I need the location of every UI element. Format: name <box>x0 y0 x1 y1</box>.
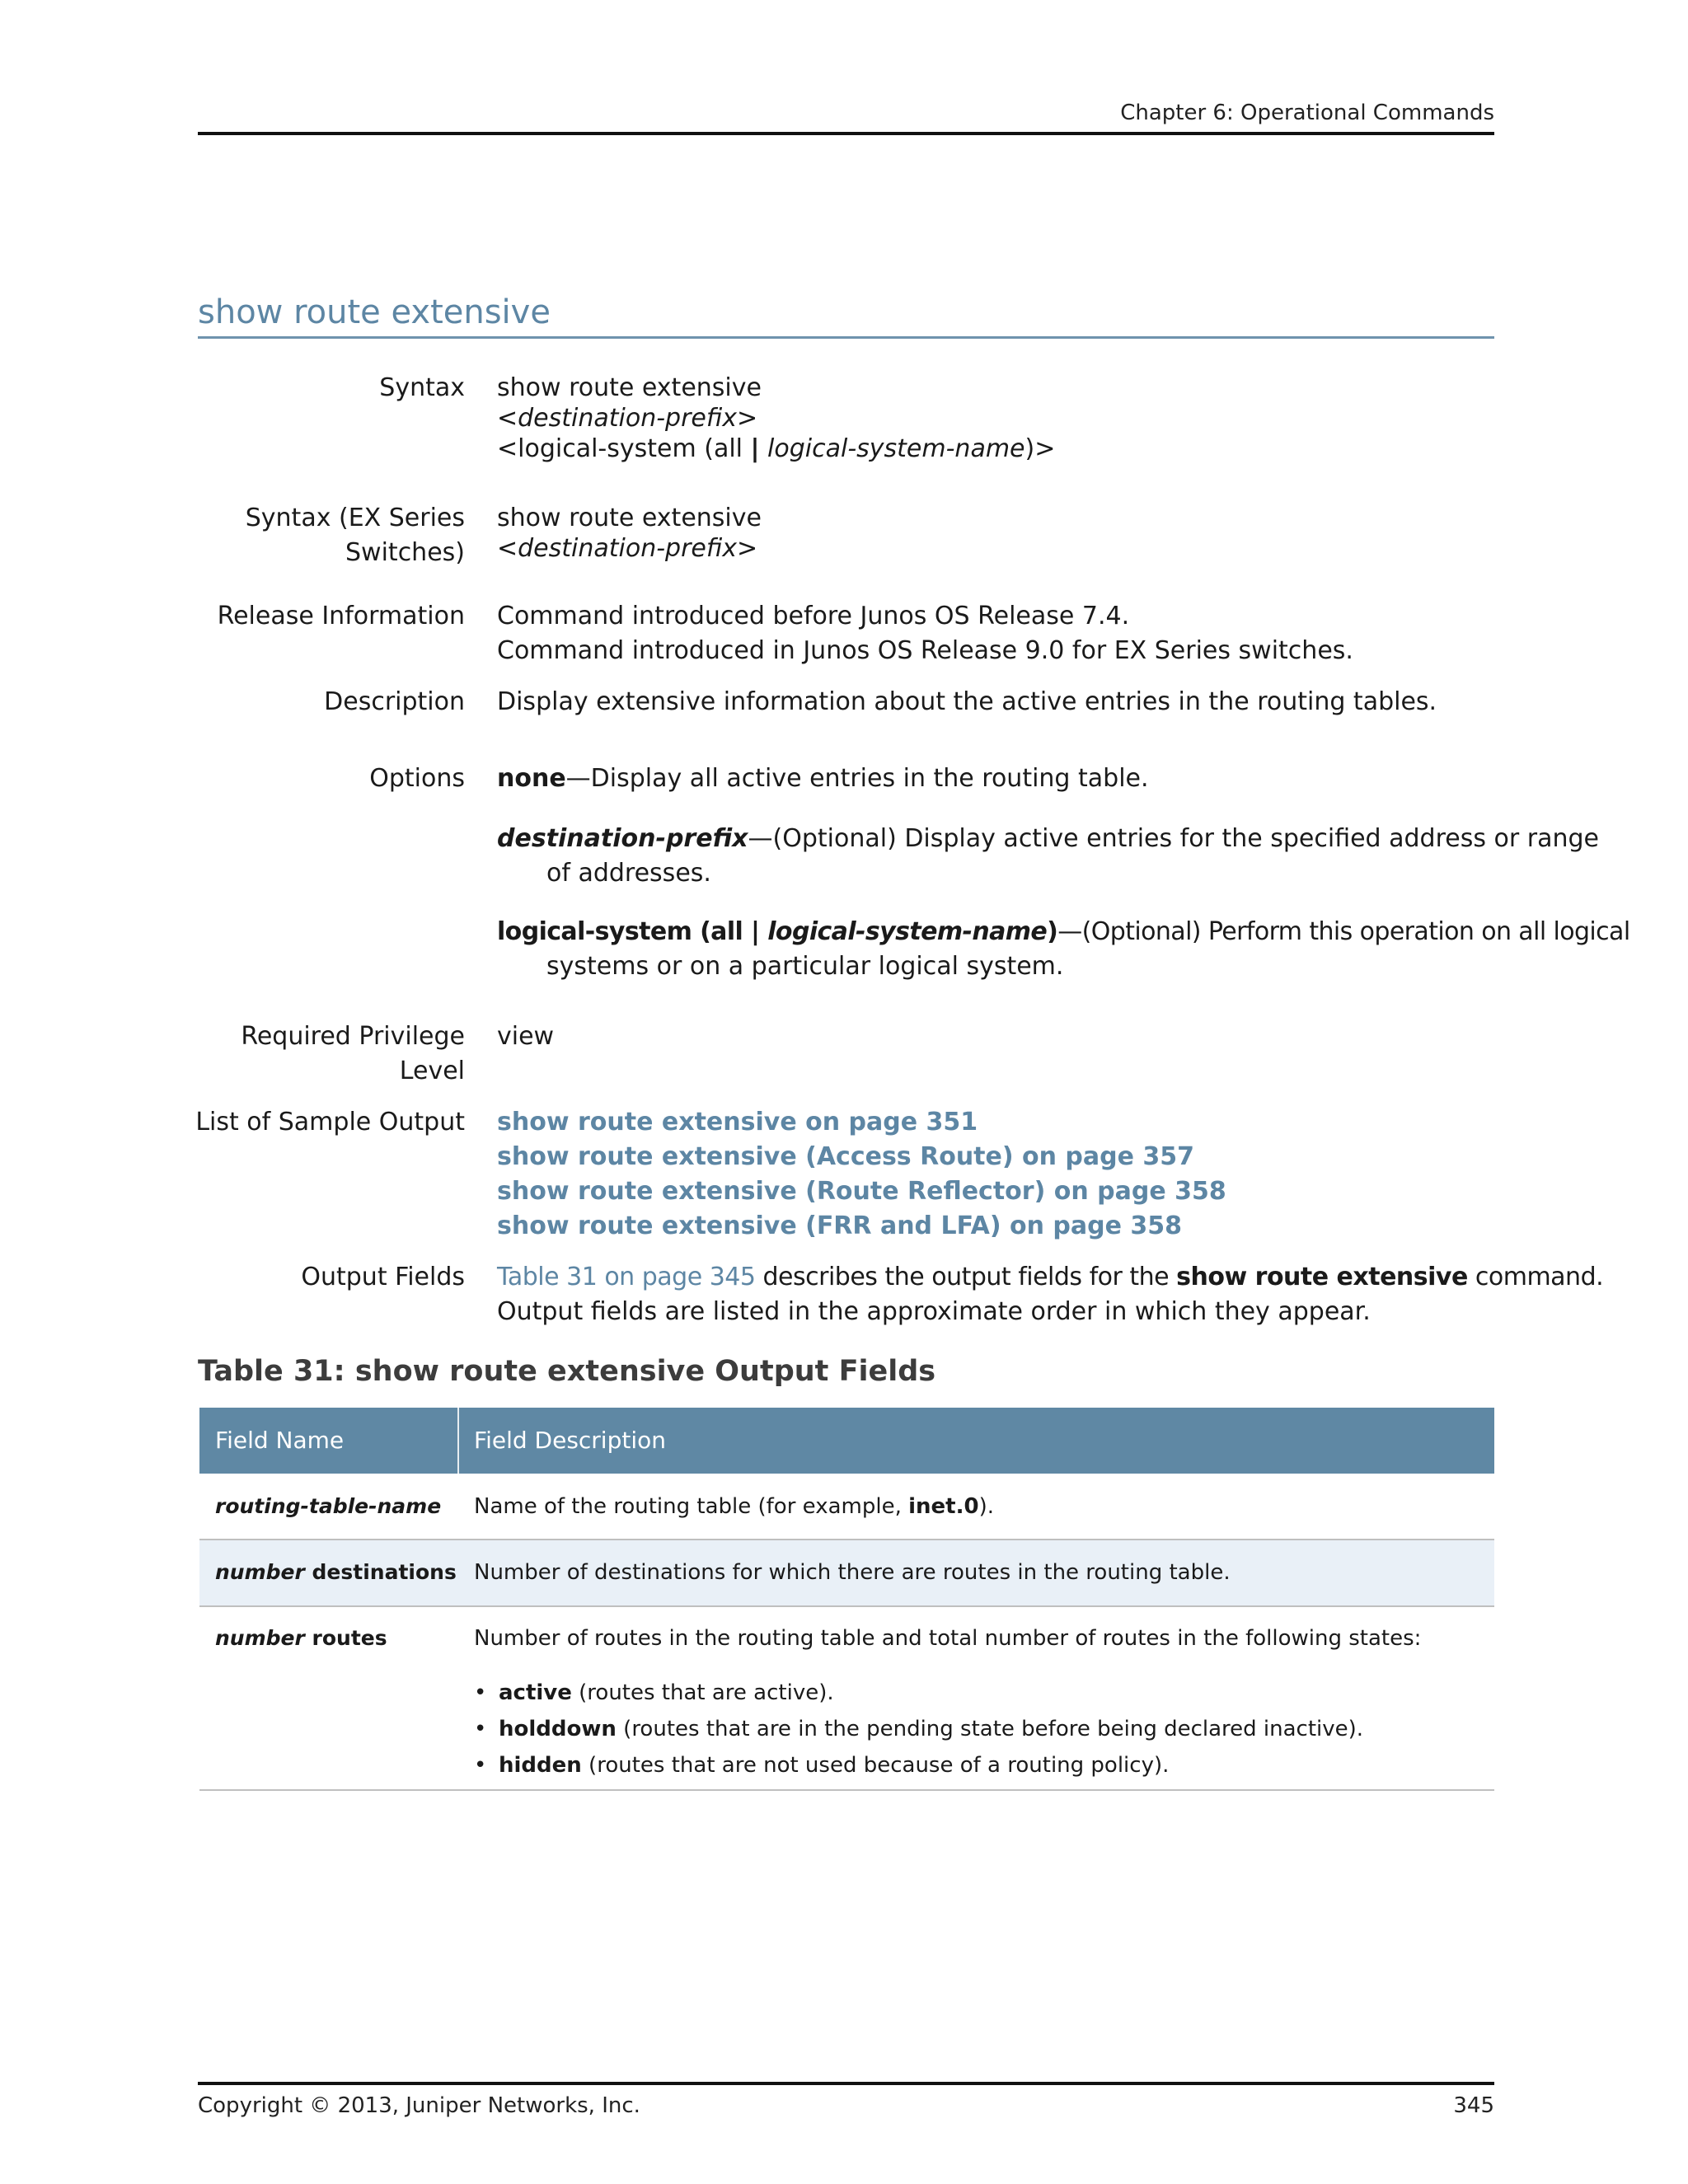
table-row <box>199 1607 1494 1790</box>
syntax-line-3-a: <logical-system (all <box>497 434 751 463</box>
option-logical-system-term-a: logical-system (all <box>497 917 752 946</box>
footer-rule <box>198 2082 1494 2085</box>
option-destination-prefix-text-a: —(Optional) Display active entries for the specified address or range <box>748 824 1599 853</box>
output-fields-line-2: Output fields are listed in the approximate order in which they appear. <box>497 1297 1371 1326</box>
syntax-content <box>497 373 1498 464</box>
column-header-field-name: Field Name <box>215 1427 345 1454</box>
description-label: Description <box>324 687 465 716</box>
route-state-list <box>474 1675 1363 1783</box>
privilege-label-line-2: Level <box>399 1057 465 1085</box>
option-logical-system <box>497 915 1630 984</box>
syntax-ex-content <box>497 503 1498 564</box>
option-none-term: none <box>497 764 566 793</box>
privilege-content <box>497 1019 1498 1054</box>
option-destination-prefix <box>497 822 1599 891</box>
output-fields-command: show route extensive <box>1176 1263 1468 1291</box>
options-label: Options <box>369 764 465 793</box>
sample-output-label: List of Sample Output <box>195 1108 465 1137</box>
list-item <box>474 1675 1363 1711</box>
route-state-term: active <box>499 1680 572 1705</box>
privilege-value: view <box>497 1022 555 1051</box>
options-content <box>497 762 1498 796</box>
syntax-line-3-separator: | <box>750 434 760 463</box>
field-name-number-destinations <box>215 1556 457 1589</box>
route-state-text: (routes that are not used because of a routing policy). <box>581 1753 1170 1778</box>
row2-name-rest: destinations <box>304 1560 457 1584</box>
output-fields-text-b: command. <box>1467 1263 1604 1291</box>
table-row <box>199 1540 1494 1606</box>
release-label: Release Information <box>217 602 465 630</box>
syntax-ex-label-line-2: Switches) <box>345 538 465 567</box>
row1-desc-code: inet.0 <box>908 1494 979 1519</box>
field-description-number-routes: Number of routes in the routing table and total number of routes in the following states: <box>474 1626 1422 1651</box>
sample-output-links <box>497 1105 1498 1244</box>
header-rule <box>198 132 1494 135</box>
route-state-term: hidden <box>499 1753 582 1778</box>
table-31-link[interactable]: Table 31 on page 345 <box>497 1263 756 1291</box>
page-number: 345 <box>1453 2093 1494 2118</box>
syntax-line-1: show route extensive <box>497 373 762 402</box>
chapter-header: Chapter 6: Operational Commands <box>1120 101 1494 125</box>
list-item <box>474 1711 1363 1747</box>
sample-output-link-2[interactable]: show route extensive (Access Route) on page 357 <box>497 1142 1195 1171</box>
row3-name-ital: number <box>215 1626 305 1650</box>
syntax-label: Syntax <box>379 373 465 402</box>
syntax-ex-label-line-1: Syntax (EX Series <box>245 504 465 532</box>
syntax-ex-line-1: show route extensive <box>497 504 762 532</box>
field-name-number-routes <box>215 1622 387 1655</box>
sample-output-link-3[interactable]: show route extensive (Route Reflector) on page 358 <box>497 1177 1226 1206</box>
option-logical-system-term-c: ) <box>1047 917 1058 946</box>
header-divider <box>457 1408 459 1474</box>
option-destination-prefix-line-2: of addresses. <box>546 859 711 888</box>
sample-output-link-4[interactable]: show route extensive (FRR and LFA) on page 358 <box>497 1212 1183 1240</box>
syntax-line-3-b: logical-system-name <box>759 434 1025 463</box>
copyright: Copyright © 2013, Juniper Networks, Inc. <box>198 2093 640 2118</box>
option-logical-system-line-1 <box>497 915 1630 949</box>
option-logical-system-term-separator: | <box>751 917 760 946</box>
description-text: Display extensive information about the active entries in the routing tables. <box>497 687 1437 716</box>
route-state-text: (routes that are active). <box>571 1680 834 1705</box>
option-logical-system-term-b: logical-system-name <box>759 917 1048 946</box>
table-row <box>199 1474 1494 1540</box>
row1-desc-b: ). <box>978 1494 994 1519</box>
option-logical-system-line-2: systems or on a particular logical system. <box>546 952 1064 981</box>
syntax-line-3 <box>497 434 1498 464</box>
field-description-number-destinations: Number of destinations for which there are routes in the routing table. <box>474 1560 1231 1585</box>
field-name-routing-table-name: routing-table-name <box>215 1494 442 1518</box>
row2-name-ital: number <box>215 1560 305 1584</box>
privilege-label-line-1: Required Privilege <box>241 1022 465 1051</box>
option-logical-system-text-a: —(Optional) Perform this operation on all logical <box>1057 917 1630 946</box>
route-state-text: (routes that are in the pending state before being declared inactive). <box>616 1717 1364 1741</box>
option-destination-prefix-line-1 <box>497 822 1599 856</box>
release-line-2: Command introduced in Junos OS Release 9.0 for EX Series switches. <box>497 636 1353 665</box>
output-fields-label: Output Fields <box>301 1263 465 1291</box>
description-content <box>497 685 1498 719</box>
route-state-term: holddown <box>499 1717 617 1741</box>
table-header <box>199 1408 1494 1474</box>
output-fields-text-a: describes the output fields for the <box>755 1263 1177 1291</box>
option-none <box>497 762 1498 796</box>
syntax-ex-line-2: <destination-prefix> <box>497 534 758 563</box>
option-destination-prefix-term: destination-prefix <box>497 824 748 853</box>
release-line-1: Command introduced before Junos OS Release 7.4. <box>497 602 1130 630</box>
release-content <box>497 599 1498 668</box>
title-rule <box>198 336 1494 339</box>
field-description-routing-table-name <box>474 1490 994 1523</box>
table-bottom-rule <box>199 1789 1494 1791</box>
syntax-ex-label <box>165 501 465 570</box>
page-title: show route extensive <box>198 293 551 331</box>
syntax-line-3-c: )> <box>1025 434 1056 463</box>
sample-output-link-1[interactable]: show route extensive on page 351 <box>497 1108 978 1137</box>
row3-name-rest: routes <box>304 1626 387 1650</box>
option-none-text: —Display all active entries in the routing table. <box>565 764 1149 793</box>
syntax-line-2: <destination-prefix> <box>497 404 758 433</box>
table-caption: Table 31: show route extensive Output Fields <box>198 1355 936 1388</box>
list-item <box>474 1747 1363 1783</box>
output-fields-line-1 <box>497 1260 1604 1295</box>
output-fields-content <box>497 1260 1604 1329</box>
privilege-label <box>165 1019 465 1089</box>
column-header-field-description: Field Description <box>474 1427 666 1454</box>
row1-desc-a: Name of the routing table (for example, <box>474 1494 909 1519</box>
